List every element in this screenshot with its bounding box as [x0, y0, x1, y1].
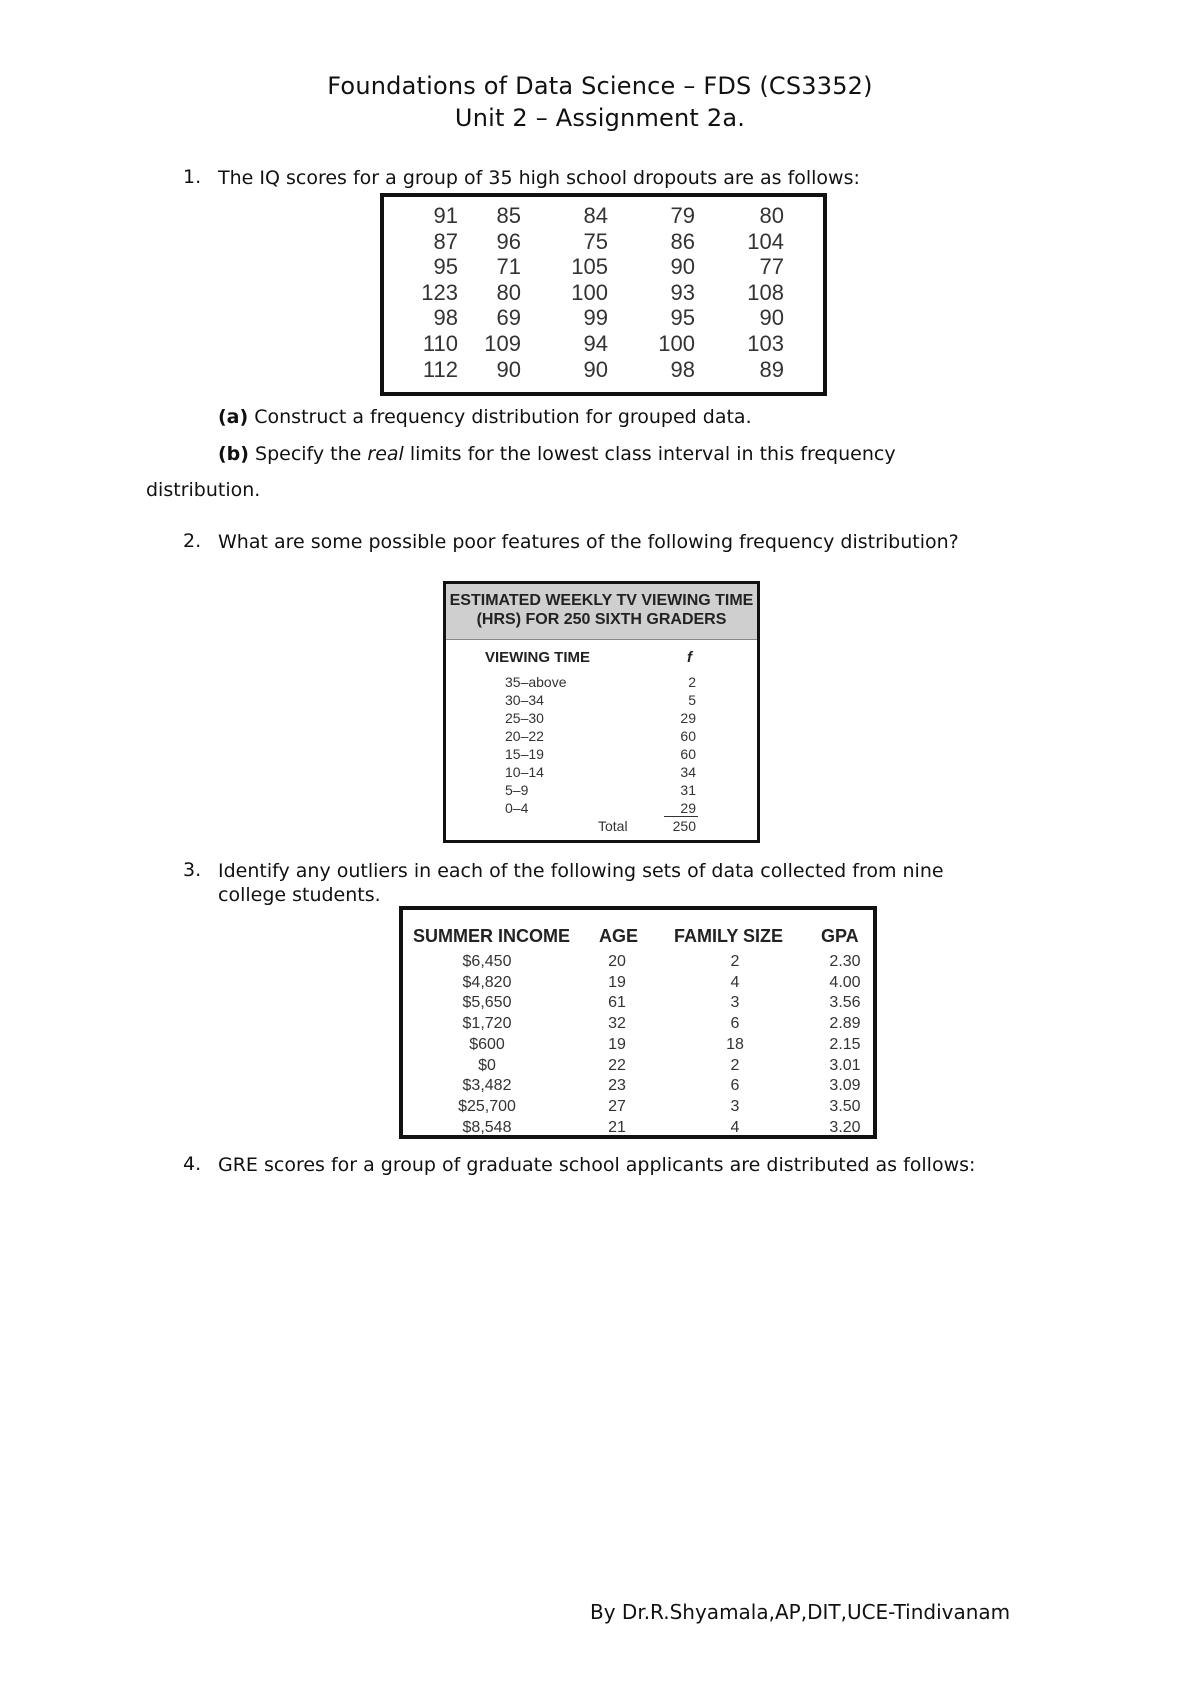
iq-score-cell: 94: [583, 331, 608, 356]
tv-viewing-table: [443, 581, 760, 843]
tv-interval-cell: 15–19: [505, 746, 544, 762]
iq-score-cell: 90: [583, 356, 608, 382]
iq-score-cell: 90: [759, 305, 784, 331]
iq-score-cell: 87: [433, 228, 458, 254]
tv-table-title-line1: ESTIMATED WEEKLY TV VIEWING TIME: [449, 592, 754, 609]
question-3-text-line1: Identify any outliers in each of the following sets of data collected from nine: [218, 860, 944, 882]
question-1-text: The IQ scores for a group of 35 high school dropouts are as follows:: [218, 167, 860, 189]
student-data-cell: 22: [608, 1056, 626, 1074]
tv-interval-cell: 30–34: [505, 692, 544, 708]
student-data-cell: 6: [730, 1077, 740, 1095]
tv-total-value: 250: [672, 818, 696, 834]
iq-score-cell: 95: [433, 254, 458, 280]
tv-frequency-cell: 2: [688, 674, 696, 690]
question-1a: [218, 405, 752, 429]
student-data-cell: 6: [730, 1015, 740, 1033]
student-data-cell: 19: [608, 1035, 626, 1053]
student-data-cell: $8,548: [462, 1118, 512, 1136]
tv-interval-cell: 20–22: [505, 728, 544, 744]
iq-score-cell: 93: [670, 279, 695, 305]
student-data-cell: $600: [469, 1035, 505, 1053]
student-data-cell: 3: [730, 994, 740, 1012]
column-header-family-size: FAMILY SIZE: [674, 926, 784, 946]
student-data-cell: $5,650: [462, 994, 512, 1012]
tv-total-rule: [664, 816, 698, 817]
iq-score-cell: 80: [759, 203, 784, 228]
iq-score-cell: 110: [422, 331, 458, 356]
iq-score-cell: 103: [747, 331, 784, 356]
iq-score-cell: 96: [496, 228, 521, 254]
iq-score-cell: 84: [583, 203, 608, 228]
iq-score-cell: 69: [496, 305, 521, 331]
iq-score-cell: 79: [670, 203, 695, 228]
iq-score-cell: 85: [496, 203, 521, 228]
iq-score-cell: 90: [496, 356, 521, 382]
question-2-text: What are some possible poor features of the following frequency distribution?: [218, 531, 959, 553]
question-1b-emphasis: real: [367, 443, 404, 465]
student-data-cell: 2: [730, 1056, 740, 1074]
iq-score-cell: 91: [433, 203, 458, 228]
iq-score-cell: 98: [433, 305, 458, 331]
student-data-cell: $0: [478, 1056, 496, 1074]
student-data-cell: $1,720: [462, 1015, 512, 1033]
student-data-cell: 18: [726, 1035, 744, 1053]
student-data-table: [399, 906, 877, 1139]
column-header-gpa: GPA: [821, 926, 859, 946]
student-data-cell: $4,820: [462, 973, 512, 991]
tv-interval-cell: 25–30: [505, 710, 544, 726]
iq-score-cell: 98: [670, 356, 695, 382]
question-2-number: 2.: [183, 530, 202, 552]
tv-total-label: Total: [598, 818, 628, 834]
tv-frequency-cell: 60: [680, 746, 696, 762]
question-4-number: 4.: [183, 1153, 202, 1175]
column-header-summer-income: SUMMER INCOME: [413, 926, 570, 946]
question-1b-text-post: limits for the lowest class interval in this frequency: [403, 443, 896, 465]
student-data-cell: $25,700: [458, 1097, 516, 1115]
document-subtitle: Unit 2 – Assignment 2a.: [454, 104, 746, 132]
question-4-text: GRE scores for a group of graduate school applicants are distributed as follows:: [218, 1154, 976, 1176]
column-header-age: AGE: [599, 926, 639, 946]
iq-score-cell: 123: [421, 279, 458, 305]
iq-score-cell: 71: [496, 254, 521, 280]
question-1b-label: (b): [218, 443, 249, 465]
tv-column-header-f: f: [687, 649, 692, 666]
iq-score-cell: 99: [583, 305, 608, 331]
student-data-cell: 19: [608, 973, 626, 991]
iq-score-cell: 100: [658, 331, 695, 356]
student-data-cell: 2.15: [829, 1035, 861, 1053]
tv-frequency-cell: 60: [680, 728, 696, 744]
iq-scores-table: [380, 193, 827, 396]
tv-table-title-line2: (HRS) FOR 250 SIXTH GRADERS: [476, 611, 727, 628]
tv-interval-cell: 35–above: [505, 674, 567, 690]
tv-frequency-cell: 31: [680, 782, 696, 798]
student-data-cell: 3.09: [829, 1077, 861, 1095]
iq-score-cell: 89: [759, 356, 784, 382]
tv-column-header-time: VIEWING TIME: [485, 649, 590, 666]
tv-interval-cell: 5–9: [505, 782, 529, 798]
iq-score-cell: 77: [759, 254, 784, 280]
student-data-cell: 4: [730, 1118, 740, 1136]
student-data-cell: 2.30: [829, 953, 861, 970]
student-data-cell: 3.01: [829, 1056, 861, 1074]
iq-score-cell: 109: [484, 331, 521, 356]
student-data-cell: 3.50: [829, 1097, 861, 1115]
student-data-cell: 2.89: [829, 1015, 861, 1033]
question-1b-continued: distribution.: [146, 479, 261, 501]
iq-score-cell: 112: [422, 356, 458, 382]
question-1-number: 1.: [183, 166, 202, 188]
iq-score-cell: 75: [583, 228, 608, 254]
question-1b: [218, 442, 1118, 466]
question-1a-text: Construct a frequency distribution for grouped data.: [248, 406, 752, 428]
student-data-cell: $3,482: [462, 1077, 512, 1095]
iq-score-cell: 80: [496, 279, 521, 305]
iq-score-cell: 90: [670, 254, 695, 280]
iq-score-cell: 104: [747, 228, 784, 254]
tv-frequency-cell: 29: [680, 710, 696, 726]
student-data-cell: 21: [608, 1118, 626, 1136]
tv-table-header: [446, 584, 757, 640]
question-1b-text-pre: Specify the: [248, 443, 368, 465]
tv-interval-cell: 0–4: [505, 800, 529, 816]
student-data-cell: 20: [608, 953, 626, 970]
student-data-cell: 3.20: [829, 1118, 861, 1136]
student-data-cell: 32: [608, 1015, 626, 1033]
iq-score-cell: 105: [571, 254, 608, 280]
student-data-cell: 4: [730, 973, 740, 991]
student-data-cell: 61: [608, 994, 626, 1012]
question-3-text-line2: college students.: [218, 884, 381, 906]
iq-score-cell: 86: [670, 228, 695, 254]
student-data-cell: 27: [608, 1097, 626, 1115]
tv-frequency-cell: 34: [680, 764, 696, 780]
document-title: Foundations of Data Science – FDS (CS3352): [327, 72, 873, 100]
student-data-cell: $6,450: [462, 953, 512, 970]
footer-author: By Dr.R.Shyamala,AP,DIT,UCE-Tindivanam: [590, 1600, 1011, 1624]
student-data-cell: 2: [730, 953, 740, 970]
iq-score-cell: 100: [571, 279, 608, 305]
tv-interval-cell: 10–14: [505, 764, 544, 780]
student-data-cell: 3.56: [829, 994, 861, 1012]
student-data-cell: 23: [608, 1077, 626, 1095]
iq-score-cell: 95: [670, 305, 695, 331]
tv-frequency-cell: 5: [688, 692, 696, 708]
iq-score-cell: 108: [747, 279, 784, 305]
tv-frequency-cell: 29: [680, 800, 696, 816]
student-data-cell: 4.00: [829, 973, 861, 991]
question-1a-label: (a): [218, 406, 249, 428]
question-3-number: 3.: [183, 859, 202, 881]
student-data-cell: 3: [730, 1097, 740, 1115]
